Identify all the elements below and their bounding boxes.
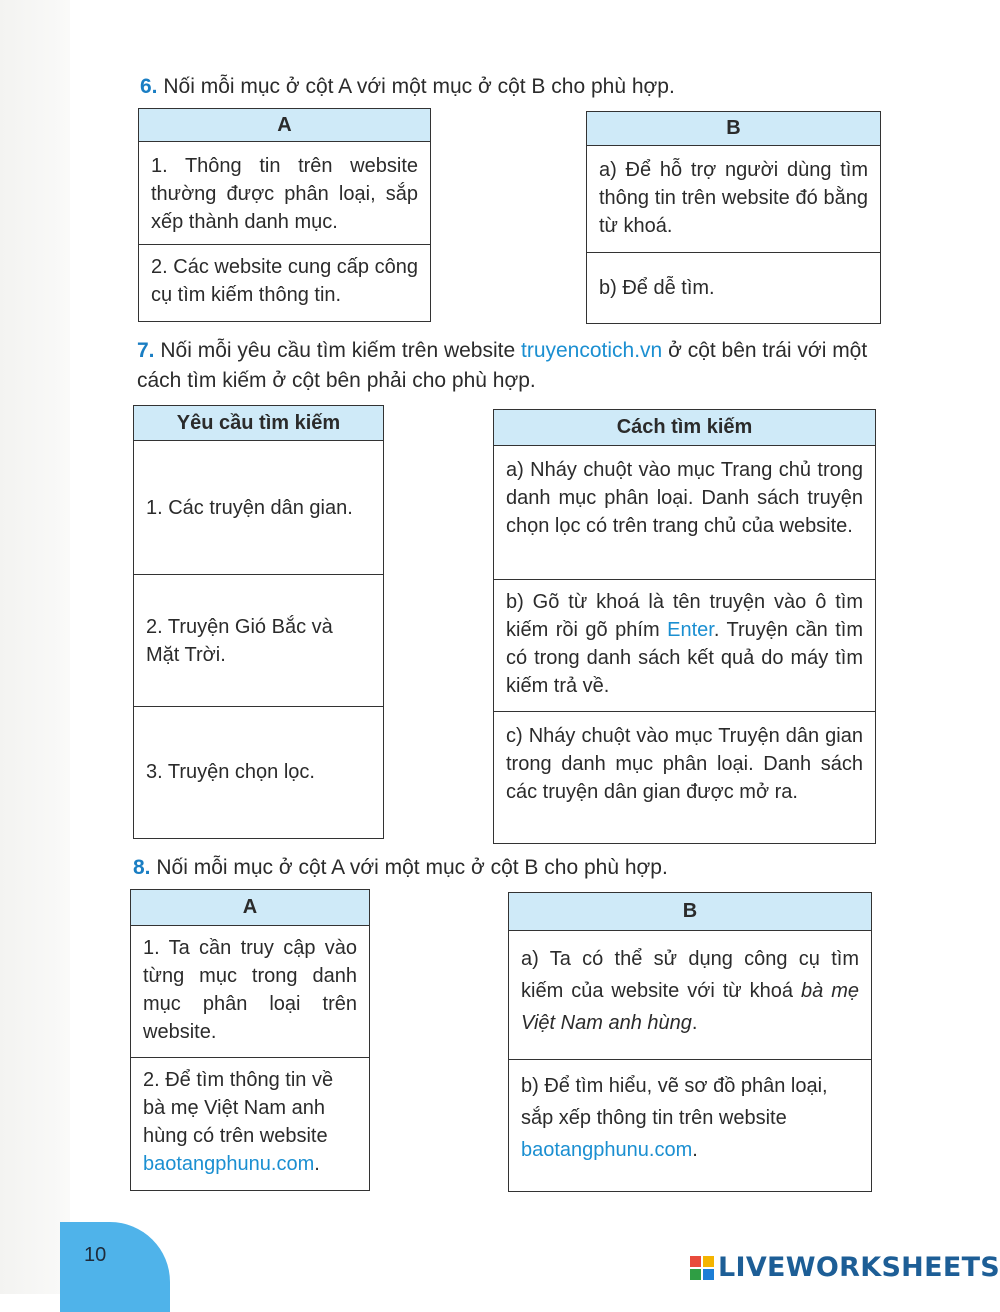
q8-a-item-1[interactable]: 1. Ta cần truy cập vào từng mục trong danh mục phân loại trên website. — [131, 926, 369, 1058]
q8-text: Nối mỗi mục ở cột A với một mục ở cột B cho phù hợp. — [156, 856, 668, 879]
q8-b-item-b-link[interactable]: baotangphunu.com — [521, 1139, 693, 1161]
q8-b-item-a[interactable] — [509, 931, 871, 1060]
q7-left-header: Yêu cầu tìm kiếm — [134, 406, 383, 441]
q8-a-item-2[interactable] — [131, 1058, 369, 1189]
q7-right-item-b[interactable] — [494, 580, 875, 712]
q7-heading — [137, 336, 882, 396]
q7-column-left — [133, 405, 384, 839]
q7-number: 7. — [137, 339, 155, 362]
logo-blocks-icon — [690, 1256, 714, 1280]
q7-text-after: ở cột bên trái với một cách tìm kiếm ở cột bên phải cho phù hợp. — [137, 339, 868, 392]
q8-b-item-a-end: . — [691, 1012, 698, 1034]
logo-text: LIVEWORKSHEETS — [718, 1252, 1000, 1283]
q6-number: 6. — [140, 75, 158, 98]
q7-left-item-2[interactable]: 2. Truyện Gió Bắc và Mặt Trời. — [134, 575, 383, 707]
q7-right-item-b-text-1: b) Gõ từ khoá là tên truyện vào ô tìm kiếm rồi gõ phím — [506, 591, 863, 641]
q7-column-right — [493, 409, 876, 844]
q6-a-item-1[interactable]: 1. Thông tin trên website thường được phân loại, sắp xếp thành danh mục. — [139, 142, 430, 245]
q8-column-a — [130, 889, 370, 1191]
q8-heading — [133, 853, 668, 883]
q8-a-item-2-end: . — [314, 1153, 320, 1175]
q7-right-item-c[interactable]: c) Nháy chuột vào mục Truyện dân gian trong danh mục phân loại. Danh sách các truyện dân gian được mở ra. — [506, 725, 863, 803]
q6-column-b — [586, 111, 881, 324]
page-corner-tab — [60, 1222, 170, 1312]
q8-a-item-2-text: 2. Để tìm thông tin về bà mẹ Việt Nam anh hùng có trên website — [143, 1069, 334, 1147]
q7-website-link[interactable]: truyencotich.vn — [521, 339, 663, 362]
q8-column-a-header: A — [131, 890, 369, 926]
q6-column-b-header: B — [587, 112, 880, 146]
q7-right-item-b-text-2: . Truyện cần tìm có trong danh sách kết quả do máy tìm kiếm trả về. — [506, 619, 864, 697]
q7-right-item-a[interactable]: a) Nháy chuột vào mục Trang chủ trong danh mục phân loại. Danh sách truyện chọn lọc có trên trang chủ của website. — [494, 446, 875, 580]
liveworksheets-logo[interactable] — [690, 1252, 1000, 1283]
q7-left-item-1[interactable]: 1. Các truyện dân gian. — [134, 441, 383, 575]
q6-b-item-b[interactable]: b) Để dễ tìm. — [599, 276, 715, 299]
q8-b-item-a-keyword: bà mẹ Việt Nam anh hùng — [521, 980, 860, 1034]
q7-text-before: Nối mỗi yêu cầu tìm kiếm trên website — [160, 339, 521, 362]
q6-b-item-a[interactable]: a) Để hỗ trợ người dùng tìm thông tin trên website đó bằng từ khoá. — [587, 146, 880, 253]
q7-enter-key: Enter — [667, 619, 714, 641]
q6-a-item-2[interactable]: 2. Các website cung cấp công cụ tìm kiếm thông tin. — [151, 256, 418, 306]
q8-a-item-2-link[interactable]: baotangphunu.com — [143, 1153, 315, 1175]
q6-text: Nối mỗi mục ở cột A với một mục ở cột B cho phù hợp. — [163, 75, 675, 98]
q6-column-a — [138, 108, 431, 322]
q7-left-item-3[interactable]: 3. Truyện chọn lọc. — [146, 761, 315, 783]
q8-column-b — [508, 892, 872, 1192]
q6-column-a-header: A — [139, 109, 430, 142]
q8-b-item-b-end: . — [692, 1139, 698, 1161]
q6-heading — [140, 72, 675, 102]
page-edge — [0, 0, 70, 1294]
q8-number: 8. — [133, 856, 151, 879]
q7-right-header: Cách tìm kiếm — [494, 410, 875, 446]
q8-column-b-header: B — [509, 893, 871, 931]
q8-b-item-a-text: a) Ta có thể sử dụng công cụ tìm kiếm của website với từ khoá — [521, 948, 859, 1002]
q8-b-item-b[interactable] — [509, 1060, 871, 1190]
page-number: 10 — [84, 1244, 107, 1266]
q8-b-item-b-text: b) Để tìm hiểu, vẽ sơ đồ phân loại, sắp xếp thông tin trên website — [521, 1075, 828, 1129]
